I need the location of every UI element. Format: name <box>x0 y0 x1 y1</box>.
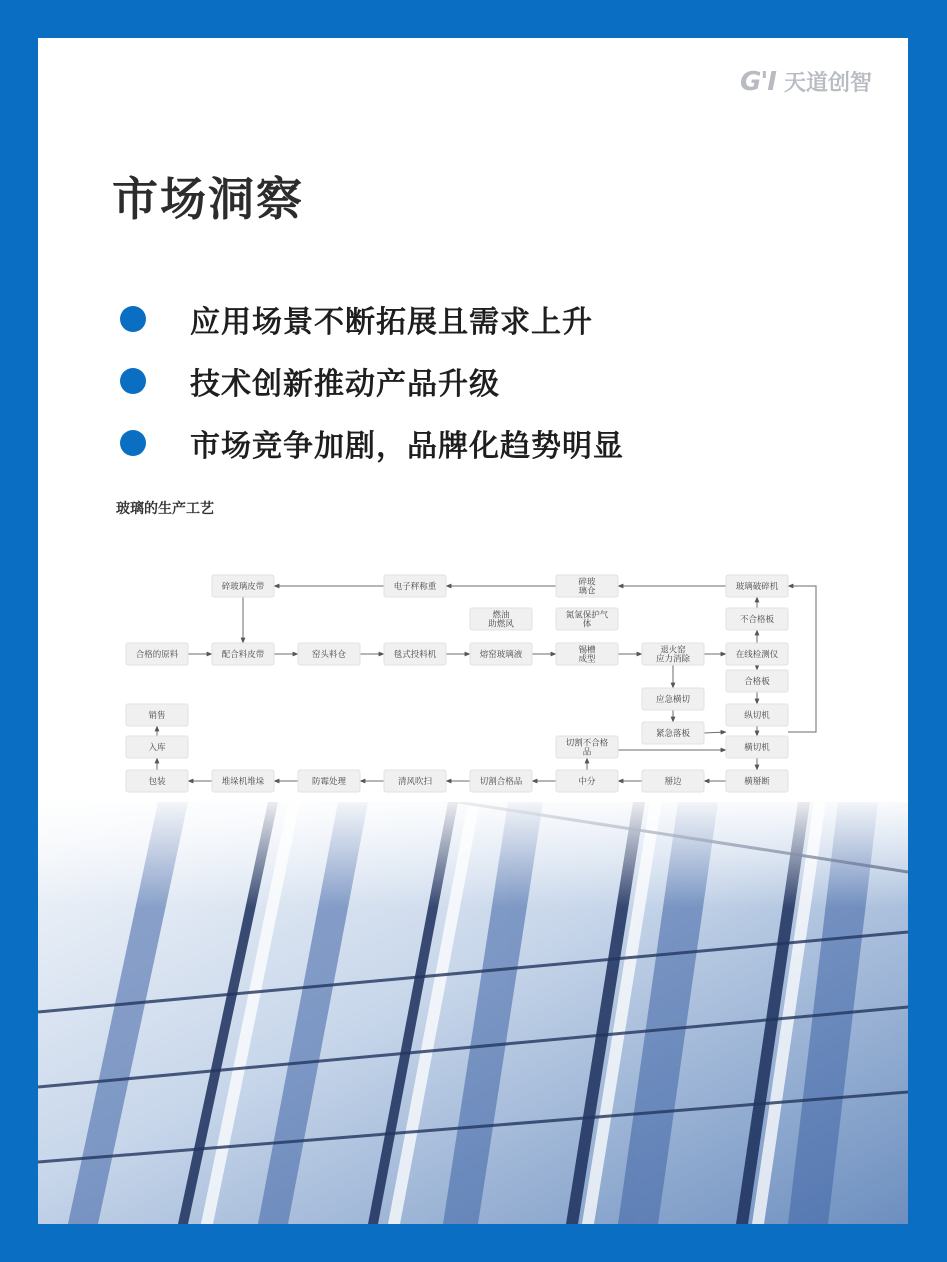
flow-node <box>642 688 704 710</box>
process-flow-diagram <box>116 498 836 798</box>
bullet-dot-icon <box>120 430 146 456</box>
brand-logo <box>740 66 872 97</box>
flow-arrow <box>704 732 726 733</box>
flow-node-label: 玻璃破碎机 <box>735 582 779 592</box>
bullet-dot-icon <box>120 368 146 394</box>
flow-node-label: 堆垛机堆垛 <box>221 777 265 787</box>
flow-node-label: 合格的原料 <box>135 650 179 660</box>
flow-node <box>298 770 360 792</box>
flow-node-label: 清风吹扫 <box>397 777 433 787</box>
flow-node-label: 中分 <box>578 777 596 787</box>
flow-node-label: 纵切机 <box>744 711 770 721</box>
bullet-item <box>120 350 624 412</box>
page-title: 市场洞察 <box>112 172 304 226</box>
flow-node-label: 配合料皮带 <box>221 650 265 660</box>
flow-node <box>556 736 618 758</box>
flow-node-label: 氮氢保护气 <box>565 610 609 621</box>
flow-node-label: 窑头料仓 <box>311 650 347 660</box>
flow-node <box>384 643 446 665</box>
bullet-list <box>120 288 624 474</box>
flow-node-label: 璃仓 <box>578 586 596 597</box>
brand-mark: G'I <box>740 66 776 97</box>
flow-node <box>212 643 274 665</box>
glass-building-photo <box>38 802 908 1224</box>
flow-node-label: 切割合格品 <box>479 777 523 787</box>
flow-node <box>556 575 618 597</box>
flow-node-label: 体 <box>582 619 592 630</box>
flow-node-label: 燃油 <box>492 610 510 621</box>
flow-node <box>726 643 788 665</box>
flow-node <box>726 736 788 758</box>
flow-node-label: 切割不合格 <box>565 738 609 749</box>
flow-node <box>726 770 788 792</box>
bullet-item <box>120 412 624 474</box>
flow-node <box>298 643 360 665</box>
flow-node <box>556 608 618 630</box>
flow-node <box>470 608 532 630</box>
flow-node <box>384 770 446 792</box>
bullet-text: 应用场景不断拓展且需求上升 <box>190 305 593 340</box>
brand-name: 天道创智 <box>783 71 872 96</box>
flow-node <box>470 770 532 792</box>
flow-node-label: 合格板 <box>744 677 770 687</box>
flow-node-label: 掰边 <box>664 777 682 787</box>
flow-node <box>126 736 188 758</box>
diagram-title: 玻璃的生产工艺 <box>116 501 214 517</box>
flow-node <box>212 575 274 597</box>
flow-node-label: 入库 <box>148 743 166 753</box>
flow-node <box>556 770 618 792</box>
flow-nodes <box>126 575 788 792</box>
flow-node <box>126 770 188 792</box>
flow-node-label: 包装 <box>148 777 166 787</box>
flow-node-label: 在线检测仪 <box>735 650 779 660</box>
flow-node-label: 碎玻 <box>578 577 596 588</box>
flow-node-label: 应急横切 <box>655 695 691 705</box>
flow-node-label: 紧急落板 <box>655 729 691 739</box>
flow-node <box>726 670 788 692</box>
flow-node-label: 防霉处理 <box>311 777 347 787</box>
flow-node <box>642 643 704 665</box>
flow-node <box>212 770 274 792</box>
flow-node <box>126 643 188 665</box>
flow-node-label: 品 <box>582 747 592 758</box>
flow-node-label: 电子秤称重 <box>393 582 437 592</box>
content-card <box>38 38 908 1224</box>
bullet-dot-icon <box>120 306 146 332</box>
flow-node-label: 碎玻璃皮带 <box>221 582 265 592</box>
flow-node-label: 锡槽 <box>578 645 596 656</box>
flow-node-label: 横切机 <box>744 743 770 753</box>
bullet-text: 市场竞争加剧，品牌化趋势明显 <box>190 429 624 464</box>
flow-node <box>470 643 532 665</box>
bullet-item <box>120 288 624 350</box>
flow-node-label: 应力消除 <box>655 654 691 665</box>
flow-node <box>556 643 618 665</box>
flow-node <box>126 704 188 726</box>
flow-node <box>726 575 788 597</box>
flow-node <box>642 770 704 792</box>
flow-node-label: 销售 <box>148 711 166 721</box>
flow-node-label: 成型 <box>578 654 596 665</box>
bullet-text: 技术创新推动产品升级 <box>190 367 500 402</box>
flow-node-label: 不合格板 <box>739 615 775 625</box>
flow-svg <box>116 498 836 798</box>
flow-arrow <box>788 586 816 732</box>
flow-node-label: 横掰断 <box>744 777 770 787</box>
flow-node <box>642 722 704 744</box>
flow-node <box>726 608 788 630</box>
flow-node-label: 熔窑玻璃液 <box>479 650 523 660</box>
flow-node <box>726 704 788 726</box>
flow-node-label: 助燃风 <box>488 619 514 630</box>
flow-node-label: 退火窑 <box>660 645 686 656</box>
flow-node <box>384 575 446 597</box>
flow-node-label: 毯式投料机 <box>393 650 437 660</box>
